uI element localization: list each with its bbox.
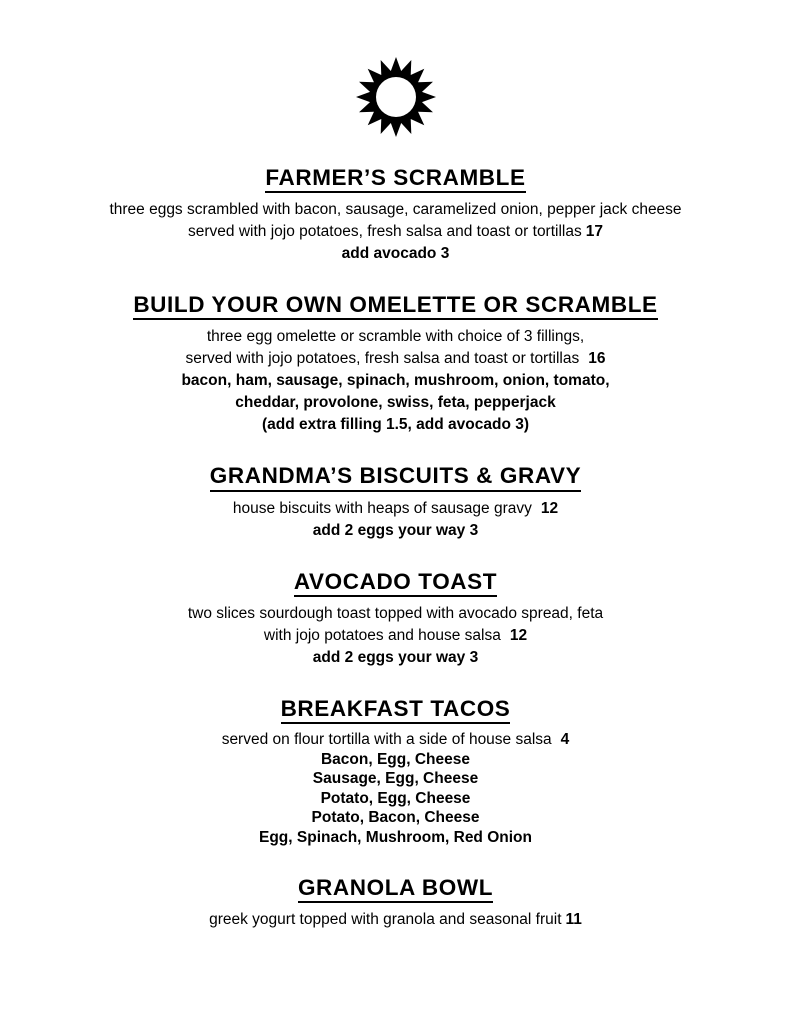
section-heading-text: BUILD YOUR OWN OMELETTE OR SCRAMBLE — [133, 292, 657, 320]
section-lines — [0, 498, 791, 542]
section-heading-text: GRANOLA BOWL — [298, 875, 493, 903]
menu-line — [0, 199, 791, 221]
menu-line-text: served on flour tortilla with a side of house salsa — [221, 730, 552, 748]
menu-section — [0, 463, 791, 541]
menu-line-text: Bacon, Egg, Cheese — [320, 750, 470, 768]
menu-line — [0, 789, 791, 809]
menu-line — [0, 603, 791, 625]
section-lines — [0, 730, 791, 848]
menu-line-text: Sausage, Egg, Cheese — [312, 770, 479, 788]
menu-line — [0, 828, 791, 848]
menu-line-text: house biscuits with heaps of sausage gravy — [232, 499, 532, 517]
menu-line-text: two slices sourdough toast topped with avocado spread, feta — [187, 604, 604, 622]
menu-line — [0, 730, 791, 750]
section-heading — [0, 875, 791, 903]
menu-line — [0, 221, 791, 243]
menu-line-price: 17 — [585, 223, 603, 241]
section-lines — [0, 326, 791, 436]
menu-line-text: add 2 eggs your way 3 — [312, 521, 479, 539]
menu-line — [0, 808, 791, 828]
menu-line-price: 12 — [540, 499, 559, 517]
menu-line-text: served with jojo potatoes, fresh salsa and toast or tortillas — [185, 350, 580, 368]
menu-line — [0, 348, 791, 370]
menu-line — [0, 243, 791, 265]
menu-line — [0, 520, 791, 542]
menu-line — [0, 625, 791, 647]
menu-section — [0, 696, 791, 848]
menu-line-text: served with jojo potatoes, fresh salsa and toast or tortillas — [188, 223, 582, 241]
menu-line-text: Potato, Egg, Cheese — [320, 789, 471, 807]
menu-line-text: Potato, Bacon, Cheese — [311, 809, 480, 827]
section-heading — [0, 696, 791, 724]
menu-line — [0, 498, 791, 520]
menu-line-text: add 2 eggs your way 3 — [312, 648, 479, 666]
menu-line-price: 11 — [565, 910, 582, 928]
section-lines — [0, 909, 791, 931]
section-heading — [0, 165, 791, 193]
menu-line — [0, 392, 791, 414]
menu-line-text: bacon, ham, sausage, spinach, mushroom, onion, tomato, — [181, 372, 610, 390]
section-heading — [0, 463, 791, 491]
menu-line-text: (add extra filling 1.5, add avocado 3) — [261, 416, 529, 434]
menu-line-text: add avocado 3 — [341, 245, 450, 263]
menu-line-text: greek yogurt topped with granola and seasonal fruit — [209, 910, 562, 928]
menu-line-text: three eggs scrambled with bacon, sausage, caramelized onion, pepper jack cheese — [109, 201, 682, 219]
menu-line — [0, 414, 791, 436]
section-heading — [0, 292, 791, 320]
section-heading-text: AVOCADO TOAST — [294, 569, 497, 597]
section-heading-text: GRANDMA’S BISCUITS & GRAVY — [210, 463, 581, 491]
menu-line-text: with jojo potatoes and house salsa — [263, 626, 501, 644]
menu-section — [0, 875, 791, 931]
section-lines — [0, 199, 791, 265]
menu-line — [0, 326, 791, 348]
menu-line — [0, 769, 791, 789]
menu-section — [0, 165, 791, 265]
menu-section — [0, 569, 791, 669]
menu-line-price: 16 — [588, 350, 606, 368]
menu-line-price: 4 — [560, 730, 570, 748]
menu-section — [0, 292, 791, 436]
menu-line-price: 12 — [509, 626, 528, 644]
sun-icon — [354, 56, 438, 138]
sun-icon — [354, 56, 438, 138]
section-lines — [0, 603, 791, 669]
menu-sections — [0, 165, 791, 931]
menu-line — [0, 750, 791, 770]
menu-line-text: three egg omelette or scramble with choice of 3 fillings, — [206, 328, 585, 346]
menu-line — [0, 647, 791, 669]
menu-line — [0, 370, 791, 392]
section-heading-text: FARMER’S SCRAMBLE — [265, 165, 525, 193]
section-heading-text: BREAKFAST TACOS — [281, 696, 511, 724]
section-heading — [0, 569, 791, 597]
menu-line — [0, 909, 791, 931]
menu-line-text: Egg, Spinach, Mushroom, Red Onion — [259, 828, 532, 846]
menu-line-text: cheddar, provolone, swiss, feta, pepperjack — [235, 394, 556, 412]
